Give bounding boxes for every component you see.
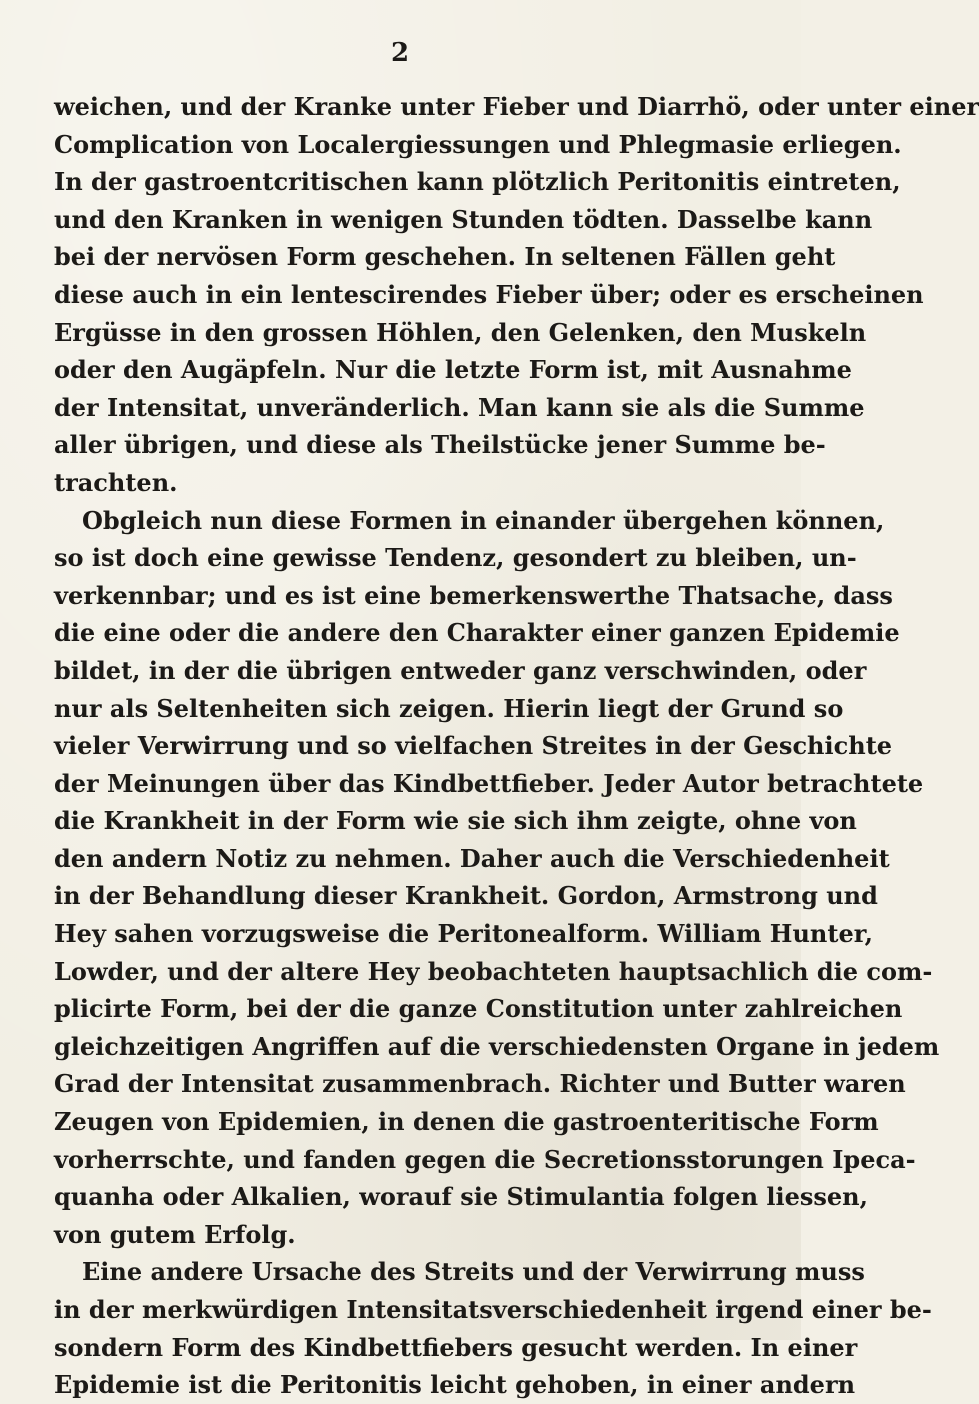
text-line: weichen, und der Kranke unter Fieber und Diarrhö, oder unter einer [54,92,979,121]
text-line: die Krankheit in der Form wie sie sich ihm zeigte, ohne von [54,806,857,836]
text-line: Lowder, und der altere Hey beobachteten hauptsachlich die com- [54,956,933,986]
text-line: plicirte Form, bei der die ganze Constitution unter zahlreichen [54,994,903,1024]
text-line: Complication von Localergiessungen und Phlegmasie erliegen. [54,129,902,159]
text-line: verkennbar; und es ist eine bemerkenswerthe Thatsache, dass [54,580,893,610]
text-line: so ist doch eine gewisse Tendenz, gesondert zu bleiben, un- [54,543,857,573]
text-line: quanha oder Alkalien, worauf sie Stimulantia folgen liessen, [54,1182,868,1212]
text-line: und den Kranken in wenigen Stunden tödten. Dasselbe kann [54,204,873,234]
text-line: oder den Augäpfeln. Nur die letzte Form ist, mit Ausnahme [54,355,852,385]
text-line: sondern Form des Kindbettfiebers gesucht werden. In einer [54,1332,858,1362]
text-line: Obgleich nun diese Formen in einander übergehen können, [82,505,885,535]
text-line: bildet, in der die übrigen entweder ganz verschwinden, oder [54,655,867,685]
text-line: den andern Notiz zu nehmen. Daher auch die Verschiedenheit [54,843,890,873]
text-line: Zeugen von Epidemien, in denen die gastroenteritische Form [54,1107,879,1137]
page-number: 2 [390,38,411,68]
text-line: der Intensitat, unveränderlich. Man kann sie als die Summe [54,392,865,422]
text-line: die eine oder die andere den Charakter einer ganzen Epidemie [54,618,900,648]
text-line: diese auch in ein lentescirendes Fieber über; oder es erscheinen [54,279,924,309]
text-line: Hey sahen vorzugsweise die Peritonealform. William Hunter, [54,919,873,949]
text-line: aller übrigen, und diese als Theilstücke jener Summe be- [54,430,826,460]
text-line: vorherrschte, und fanden gegen die Secretionsstorungen Ipeca- [54,1144,916,1174]
body-text [54,88,979,1404]
text-line: vieler Verwirrung und so vielfachen Streites in der Geschichte [54,731,893,761]
text-line: Eine andere Ursache des Streits und der Verwirrung muss [82,1257,865,1287]
text-line: der Meinungen über das Kindbettfieber. Jeder Autor betrachtete [54,768,924,798]
text-line: nur als Seltenheiten sich zeigen. Hierin liegt der Grund so [54,693,844,723]
text-line: Ergüsse in den grossen Höhlen, den Gelenken, den Muskeln [54,317,867,347]
text-line: Epidemie ist die Peritonitis leicht gehoben, in einer andern [54,1370,856,1400]
text-line: Grad der Intensitat zusammenbrach. Richter und Butter waren [54,1069,906,1099]
text-line: In der gastroentcritischen kann plötzlich Peritonitis eintreten, [54,167,901,197]
text-line: von gutem Erfolg. [54,1219,296,1249]
text-line: trachten. [54,467,178,497]
text-line: in der Behandlung dieser Krankheit. Gordon, Armstrong und [54,881,878,911]
text-line: bei der nervösen Form geschehen. In seltenen Fällen geht [54,242,836,272]
text-line: gleichzeitigen Angriffen auf die verschiedensten Organe in jedem [54,1031,940,1061]
text-line: in der merkwürdigen Intensitatsverschiedenheit irgend einer be- [54,1295,932,1324]
